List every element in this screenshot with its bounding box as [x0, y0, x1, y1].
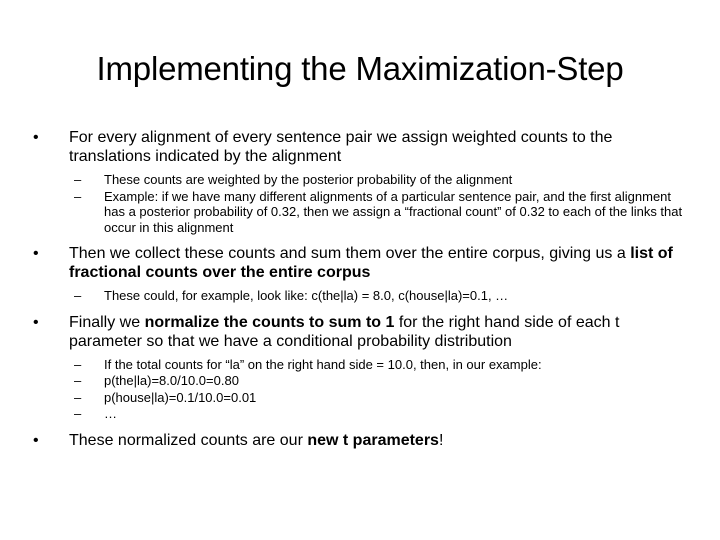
- sub-bullet-text: p(the|la)=8.0/10.0=0.80: [104, 373, 239, 388]
- sub-bullet-text: Example: if we have many different alignments of a particular sentence pair, and the first alignment has a posterior probability of 0.32, then we assign a “fractional count” of 0.32 to each of the links that occur in this alignment: [104, 188, 683, 235]
- sub-bullet-marker: –: [74, 356, 82, 372]
- sub-bullet-item: [30, 357, 690, 373]
- sub-bullet-marker: –: [74, 406, 82, 421]
- sub-bullet-marker: –: [74, 389, 82, 405]
- slide-title: Implementing the Maximization-Step: [96, 50, 624, 87]
- bullet-item: [30, 431, 690, 450]
- sub-bullet-marker: –: [74, 188, 82, 204]
- bullet-text: For every alignment of every sentence pair we assign weighted counts to the translations indicated by the alignment: [69, 129, 613, 165]
- sub-bullet-text: If the total counts for “la” on the right hand side = 10.0, then, in our example:: [104, 356, 542, 372]
- bullet-emphasis: list of fractional counts over the entire corpus: [69, 245, 673, 281]
- bullet-marker: •: [33, 431, 39, 449]
- bullet-marker: •: [33, 313, 39, 331]
- bullet-emphasis: new t parameters: [307, 431, 439, 449]
- sub-bullet-item: [30, 288, 690, 304]
- bullet-item: [30, 313, 690, 351]
- bullet-text: These normalized counts are our: [69, 431, 308, 449]
- bullet-text: Then we collect these counts and sum them over the entire corpus, giving us a: [69, 245, 631, 262]
- bullet-text: Finally we: [69, 313, 145, 331]
- bullet-text: for the right hand side of each t parameter so that we have a conditional probability distribution: [69, 313, 620, 350]
- sub-bullet-marker: –: [74, 172, 82, 187]
- sub-bullet-list: [30, 357, 690, 422]
- sub-bullet-text: …: [104, 406, 117, 421]
- bullet-text: !: [438, 431, 444, 449]
- bullet-item: [30, 244, 690, 282]
- sub-bullet-list: [30, 288, 690, 304]
- sub-bullet-item: [30, 373, 690, 389]
- sub-bullet-marker: –: [74, 288, 82, 303]
- sub-bullet-text: These counts are weighted by the posterior probability of the alignment: [104, 172, 513, 187]
- sub-bullet-item: [30, 390, 690, 406]
- sub-bullet-item: [30, 406, 690, 422]
- bullet-list: [30, 128, 690, 454]
- sub-bullet-list: [30, 172, 690, 235]
- sub-bullet-text: p(house|la)=0.1/10.0=0.01: [104, 389, 257, 405]
- sub-bullet-item: [30, 172, 690, 188]
- bullet-marker: •: [33, 129, 39, 146]
- sub-bullet-item: [30, 189, 690, 236]
- bullet-emphasis: normalize the counts to sum to 1: [144, 313, 395, 331]
- bullet-item: [30, 128, 690, 166]
- sub-bullet-text: These could, for example, look like: c(the|la) = 8.0, c(house|la)=0.1, …: [104, 288, 509, 303]
- bullet-marker: •: [33, 245, 39, 262]
- sub-bullet-marker: –: [74, 373, 82, 388]
